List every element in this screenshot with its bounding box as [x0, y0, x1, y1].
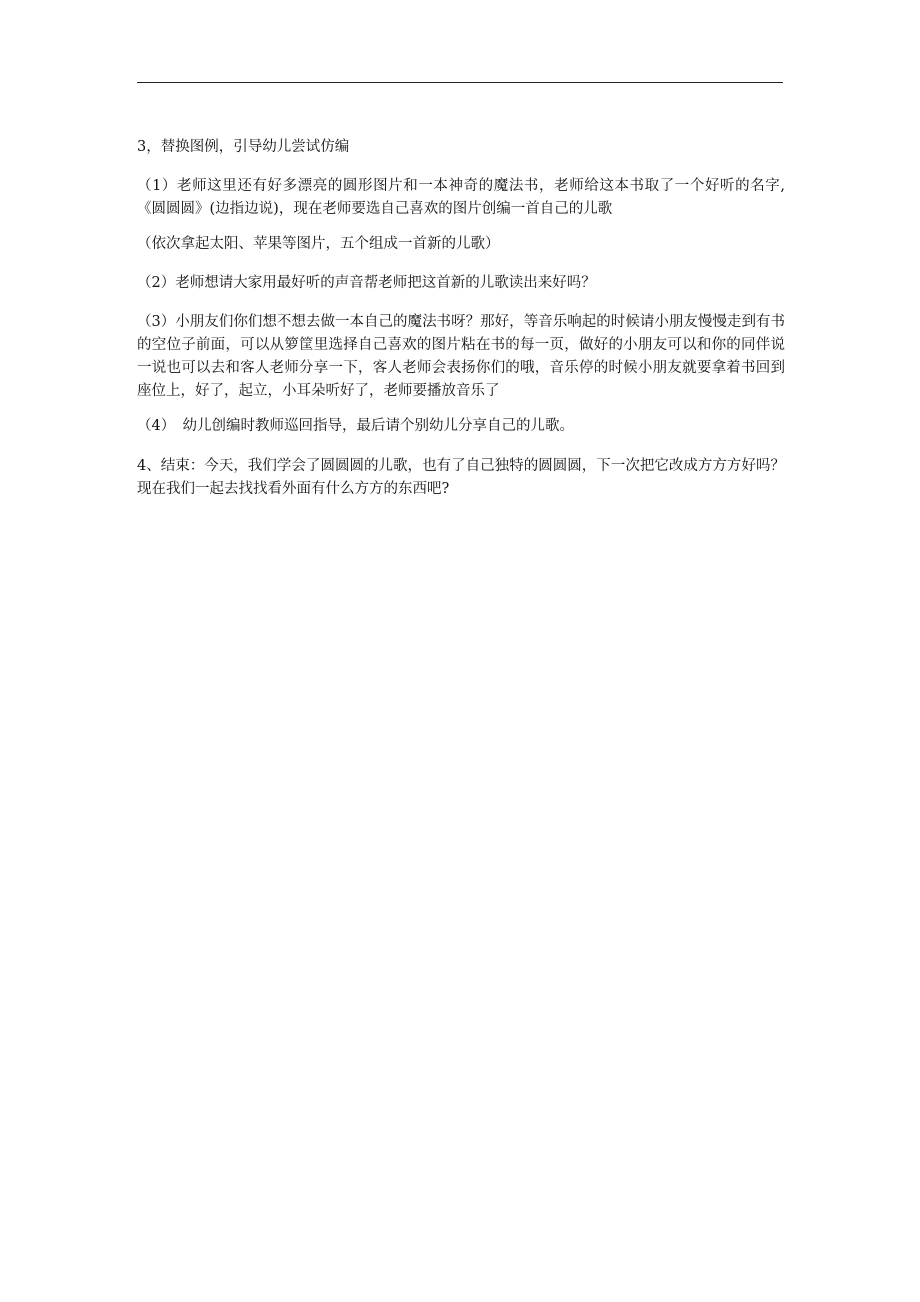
paragraph-step-1: （1）老师这里还有好多漂亮的圆形图片和一本神奇的魔法书，老师给这本书取了一个好听的名字,《圆圆圆》(边指边说)，现在老师要选自己喜欢的图片创编一首自己的儿歌: [137, 178, 785, 217]
paragraph-step-3: （3）小朋友们你们想不想去做一本自己的魔法书呀？那好，等音乐响起的时候请小朋友慢慢走到有书的空位子前面，可以从箩筐里选择自己喜欢的图片粘在书的每一页，做好的小朋友可以和你的同伴说一说也可以去和客人老师分享一下，客人老师会表扬你们的哦，音乐停的时候小朋友就要拿着书回到座位上，好了，起立，小耳朵听好了，老师要播放音乐了: [137, 314, 785, 399]
paragraph-step-1-note: （依次拿起太阳、苹果等图片，五个组成一首新的儿歌）: [137, 236, 500, 252]
header-rule: [137, 82, 783, 83]
paragraph-step-4: （4） 幼儿创编时教师巡回指导，最后请个别幼儿分享自己的儿歌。: [137, 418, 574, 434]
section-conclusion-4: 4、结束：今天，我们学会了圆圆圆的儿歌，也有了自己独特的圆圆圆，下一次把它改成方方方好吗？现在我们一起去找找看外面有什么方方的东西吧?: [137, 458, 785, 497]
document-body: [137, 136, 785, 517]
paragraph-step-2: （2）老师想请大家用最好听的声音帮老师把这首新的儿歌读出来好吗？: [137, 275, 596, 291]
section-heading-3: 3，替换图例，引导幼儿尝试仿编: [137, 139, 350, 155]
